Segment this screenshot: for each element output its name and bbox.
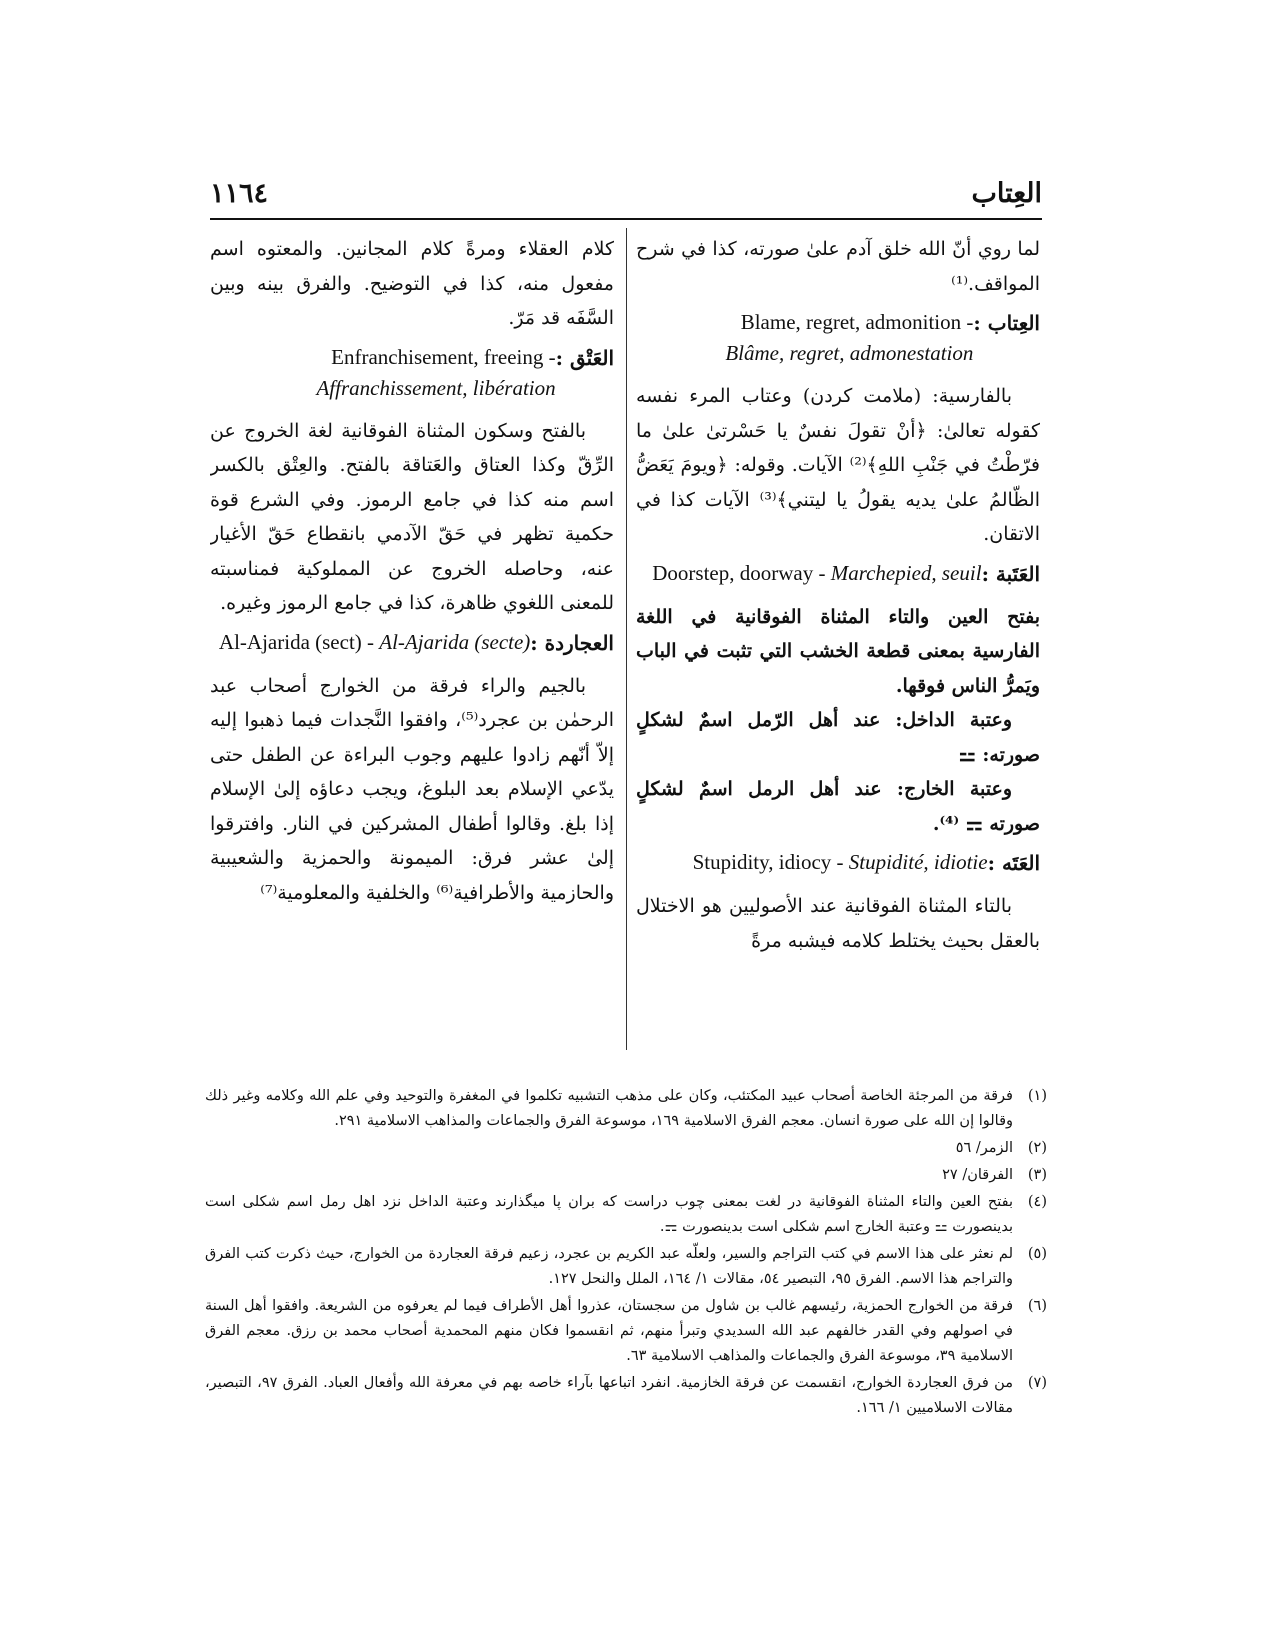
footnote-number: (٢) <box>1027 1140 1047 1156</box>
footnote-number: (٧) <box>1027 1375 1047 1391</box>
english-gloss: Doorstep, doorway - <box>652 560 826 585</box>
english-gloss: Al-Ajarida (sect) - <box>218 629 375 654</box>
footnote-number: (٦) <box>1027 1298 1047 1314</box>
entry-term: العَتَبة : <box>981 561 1040 586</box>
page-number: ١١٦٤ <box>210 178 269 209</box>
english-gloss: Blame, regret, admonition - <box>740 310 974 334</box>
footnote <box>205 1294 1047 1369</box>
footnote <box>205 1190 1047 1240</box>
entry-gloss <box>210 342 614 404</box>
entry-heading-ataba <box>636 558 1040 590</box>
paragraph: وعتبة الخارج: عند أهل الرمل اسمٌ لشكلٍ صورته ⚎ ⁽⁴⁾. <box>636 778 1040 835</box>
english-gloss: Enfranchisement, freeing - <box>331 344 556 369</box>
footnote <box>205 1136 1047 1161</box>
footnote-text: الزمر/ ٥٦ <box>955 1140 1013 1156</box>
footnote-text: من فرق العجاردة الخوارج، انقسمت عن فرقة الخازمية. انفرد اتباعها بآراء خاصه بهم في معرفة الله وأفعال العباد. الفرق ٩٧، التبصير، مقالات الاسلاميين ١/ ١٦٦. <box>205 1375 1013 1416</box>
paragraph: بالجيم والراء فرقة من الخوارج أصحاب عبد الرحمٰن بن عجرد⁽⁵⁾، وافقوا النَّجدات فيما ذهبوا إليه إلاّ أنّهم زادوا عليهم وجوب البراءة عن الطفل حتى يدّعي الإسلام بعد البلوغ، ويجب دعاؤه إلىٰ الإسلام إذا بلغ. وقالوا أطفال المشركين في النار. وافترقوا إلىٰ عشر فرق: الميمونة والحمزية والشعيبية والحازمية والأطرافية⁽⁶⁾ والخلفية والمعلومية⁽⁷⁾ <box>210 674 614 904</box>
entry-heading-itab <box>636 307 1040 369</box>
footnote-text: الفرقان/ ٢٧ <box>942 1167 1013 1183</box>
entry-term: العَتَه : <box>987 851 1040 875</box>
french-gloss: Al-Ajarida (secte) <box>379 629 531 654</box>
footnote-number: (١) <box>1027 1088 1047 1104</box>
paragraph: كلام العقلاء ومرةً كلام المجانين. والمعتوه اسم مفعول منه، كذا في التوضيح. والفرق بينه وبين السَّفَه قد مَرّ. <box>210 238 614 329</box>
paragraph: بفتح العين والتاء المثناة الفوقانية في اللغة الفارسية بمعنى قطعة الخشب التي تثبت في الباب ويَمرُّ الناس فوقها. <box>636 605 1040 697</box>
left-column <box>210 232 614 1052</box>
french-gloss: Marchepied, seuil <box>830 560 982 585</box>
footnote <box>205 1163 1047 1188</box>
footnote-number: (٣) <box>1027 1167 1047 1183</box>
entry-heading-atq <box>210 342 614 404</box>
paragraph: بالتاء المثناة الفوقانية عند الأصوليين هو الاختلال بالعقل بحيث يختلط كلامه فيشبه مرةً <box>636 895 1040 952</box>
entry-term: العَتْق : <box>555 345 614 370</box>
entry-gloss <box>636 847 1040 878</box>
entry-term: العِتاب : <box>973 311 1040 335</box>
paragraph: وعتبة الداخل: عند أهل الرّمل اسمٌ لشكلٍ صورته: ⚍ <box>636 709 1040 766</box>
footnote <box>205 1242 1047 1292</box>
footnote-text: لم نعثر على هذا الاسم في كتب التراجم والسير، ولعلّه عبد الكريم بن عجرد، زعيم فرقة العجاردة من الخوارج، حيث ذكرت كتب الفرق والتراجم هذا الاسم. الفرق ٩٥، التبصير ٥٤، مقالات ١/ ١٦٤، الملل والنحل ١٢٧. <box>205 1246 1013 1287</box>
footnote-text: فرقة من المرجئة الخاصة أصحاب عبيد المكتئب، وكان على مذهب التشبيه تكلموا في المغفرة والتوحيد وفي علم الله وكلامه وغير ذلك وقالوا إن الله على صورة انسان. معجم الفرق الاسلامية ١٦٩، موسوعة الفرق والجماعات والمذاهب الاسلامية ٢٩١. <box>205 1088 1013 1129</box>
english-gloss: Stupidity, idiocy - <box>692 850 844 874</box>
entry-term: العجاردة : <box>530 630 614 655</box>
paragraph: لما روي أنّ الله خلق آدم علىٰ صورته، كذا في شرح المواقف.⁽¹⁾ <box>636 238 1040 295</box>
footnote <box>205 1371 1047 1421</box>
running-header <box>210 178 1042 220</box>
footnote-number: (٥) <box>1027 1246 1047 1262</box>
footnote <box>205 1084 1047 1134</box>
footnotes <box>205 1084 1047 1424</box>
entry-heading-ataha <box>636 847 1040 879</box>
entry-gloss <box>636 558 1040 589</box>
footnote-number: (٤) <box>1027 1194 1047 1210</box>
paragraph: بالفارسية: (ملامت كردن) وعتاب المرء نفسه كقوله تعالىٰ: ﴿أنْ تقولَ نفسٌ يا حَسْرتىٰ علىٰ ما فرّطْتُ في جَنْبِ اللهِ﴾⁽²⁾ الآيات. وقوله: ﴿ويومَ يَعَضُّ الظّالمُ علىٰ يديه يقولُ يا ليتني﴾⁽³⁾ الآيات كذا في الاتقان. <box>636 385 1040 545</box>
french-gloss: Blâme, regret, admonestation <box>725 341 974 365</box>
french-gloss: Stupidité, idiotie <box>848 850 988 874</box>
entry-heading-ajarida <box>210 627 614 659</box>
right-column <box>636 232 1040 1052</box>
column-divider <box>626 228 627 1050</box>
footnote-text: فرقة من الخوارج الحمزية، رئيسهم غالب بن شاول من سجستان، عذروا أهل الأطراف فيما لم يعرفوه من الشريعة. وافقوا أهل السنة في اصولهم وفي القدر خالفهم عبد الله السديدي وتبرأ منهم، ثم انقسموا فكان منهم المحمدية أصحاب محمد بن رزق. معجم الفرق الاسلامية ٣٩، موسوعة الفرق والجماعات والمذاهب الاسلامية ٦٣. <box>205 1298 1013 1364</box>
french-gloss: Affranchissement, libération <box>316 375 556 400</box>
footnote-text: بفتح العين والتاء المثناة الفوقانية در لغت بمعنى چوب دراست كه بران پا ميگذارند وعتبة الداخل نزد اهل رمل اسم شكلى است بدينصورت ⚍ وعتبة الخارج اسم شكلى است بدينصورت ⚎. <box>205 1194 1013 1235</box>
paragraph: بالفتح وسكون المثناة الفوقانية لغة الخروج عن الرِّقّ وكذا العتاق والعَتاقة بالفتح. والعِتْق بالكسر اسم منه كذا في جامع الرموز. وفي الشرع قوة حكمية تظهر في حَقّ الآدمي بانقطاع حَقّ الأغيار عنه، وحاصله الخروج عن المملوكية فمناسبته للمعنى اللغوي ظاهرة، كذا في جامع الرموز وغيره. <box>210 419 614 614</box>
running-title: العِتاب <box>971 178 1042 209</box>
